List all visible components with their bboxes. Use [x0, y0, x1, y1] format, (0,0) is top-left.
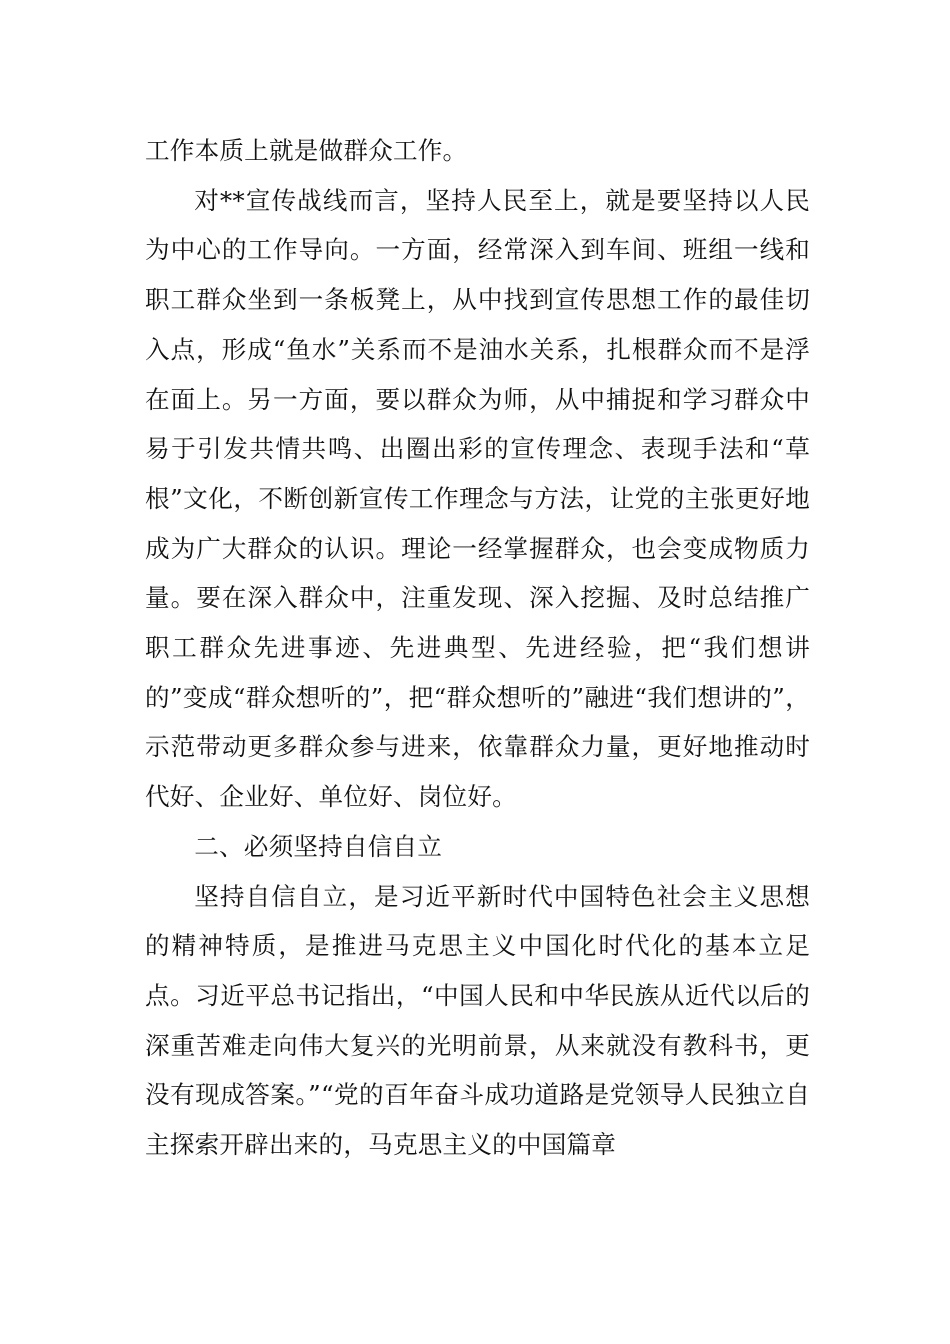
- document-body: [145, 126, 810, 1170]
- section-heading: 二、必须坚持自信自立: [194, 831, 443, 861]
- paragraph-continuation: 工作本质上就是做群众工作。: [145, 136, 468, 165]
- paragraph-people-first: 对**宣传战线而言，坚持人民至上，就是要坚持以人民为中心的工作导向。一方面，经常深入到车间、班组一线和职工群众坐到一条板凳上，从中找到宣传思想工作的最佳切入点，形成“鱼水”关系而不是油水关系，扎根群众而不是浮在面上。另一方面，要以群众为师，从中捕捉和学习群众中易于引发共情共鸣、出圈出彩的宣传理念、表现手法和“草根”文化，不断创新宣传工作理念与方法，让党的主张更好地成为广大群众的认识。理论一经掌握群众，也会变成物质力量。要在深入群众中，注重发现、深入挖掘、及时总结推广职工群众先进事迹、先进典型、先进经验，把“我们想讲的”变成“群众想听的”，把“群众想听的”融进“我们想讲的”，示范带动更多群众参与进来，依靠群众力量，更好地推动时代好、企业好、单位好、岗位好。: [145, 185, 810, 812]
- paragraph-self-confidence: 坚持自信自立，是习近平新时代中国特色社会主义思想的精神特质，是推进马克思主义中国化时代化的基本立足点。习近平总书记指出，“中国人民和中华民族从近代以后的深重苦难走向伟大复兴的光明前景，从来就没有教科书，更没有现成答案。”“党的百年奋斗成功道路是党领导人民独立自主探索开辟出来的，马克思主义的中国篇章: [145, 881, 810, 1160]
